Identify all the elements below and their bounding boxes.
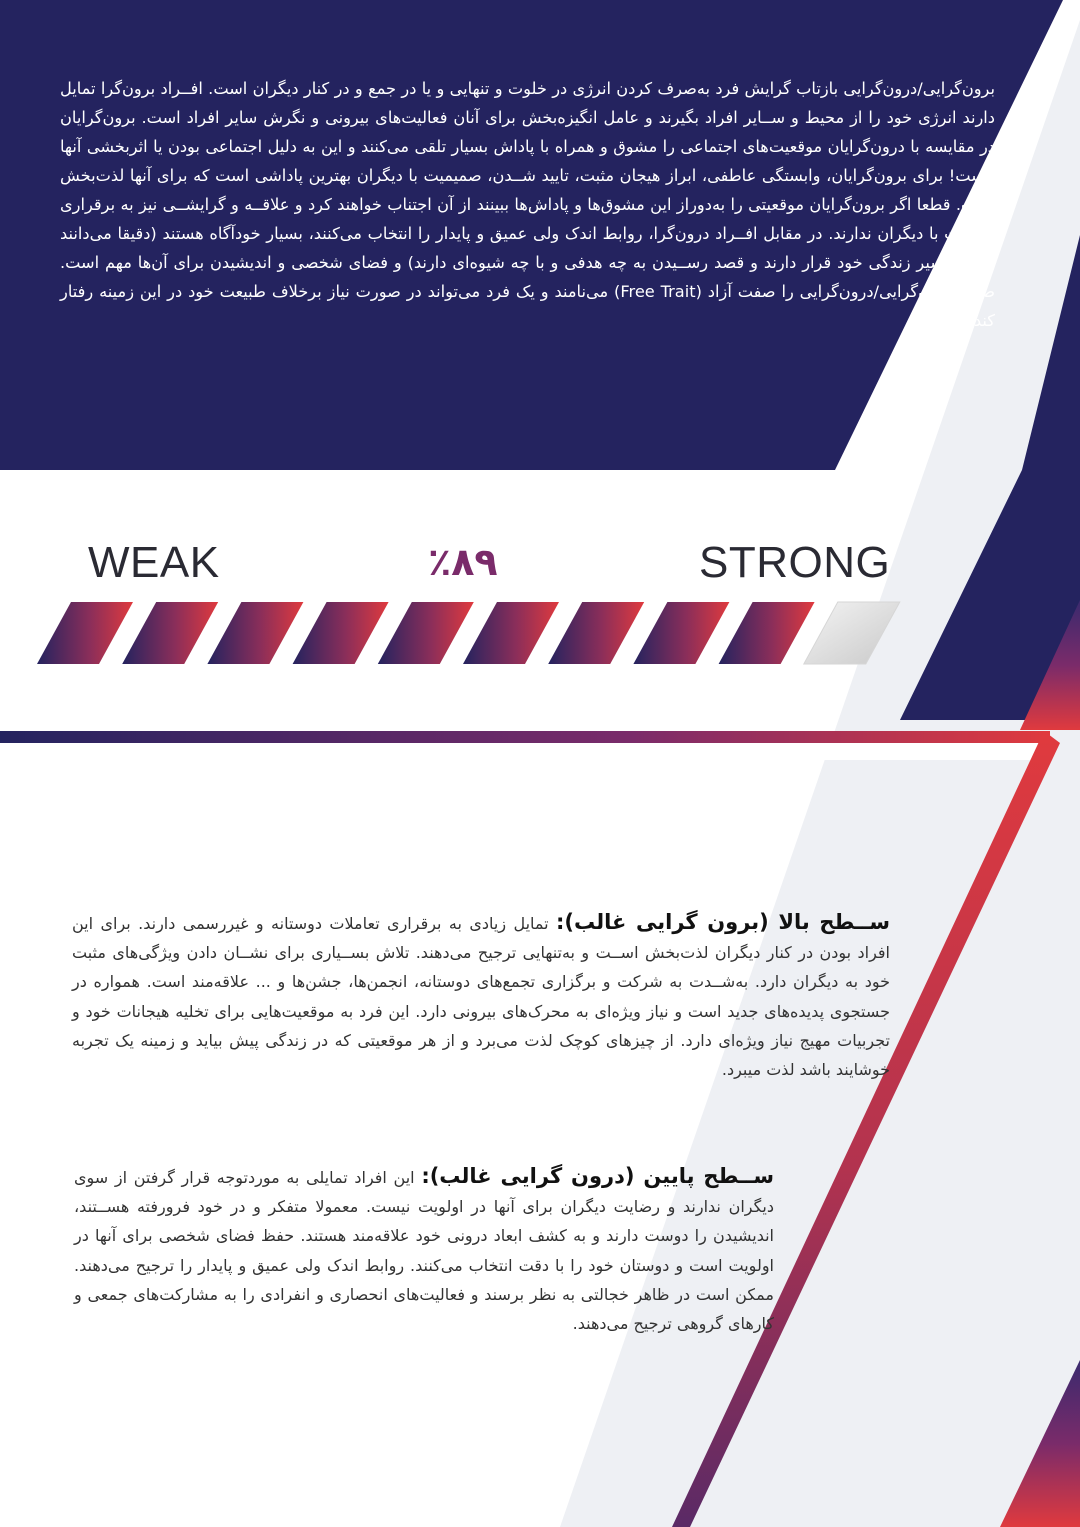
meter-segment-filled bbox=[548, 602, 644, 664]
low-level-section bbox=[74, 1162, 774, 1338]
low-level-text: این افراد تمایلی به موردتوجه قرار گرفتن از سوی دیگران ندارند و رضایت دیگران برای آنها در اولویت نیست. معمولا متفکر و در خود فرورفته هســتند، اندیشیدن را دوست دارند و به کشف ابعاد درونی خود علاقه‌مند هستند. حفظ فضای شخصی برای آنها در اولویت است و دوستان خود را با دقت انتخاب می‌کنند. روابط اندک ولی عمیق و پایدار را ترجیح می‌دهند. ممکن است در ظاهر خجالتی به نظر برسند و فعالیت‌های انحصاری و انفرادی را به مشارکت‌های جمعی و کارهای گروهی ترجیح می‌دهند. bbox=[74, 1168, 774, 1334]
white-panel bbox=[0, 743, 1038, 760]
low-level-title: ســطح پایین (درون گرایی غالب): bbox=[421, 1164, 775, 1188]
meter-segment-filled bbox=[719, 602, 815, 664]
high-level-text: تمایل زیادی به برقراری تعاملات دوستانه و غیررسمی دارند. برای این افراد بودن در کنار دیگران لذت‌بخش اســت و به‌تنهایی ترجیح می‌دهند. تلاش بســیاری برای نشــان دادن ویژگی‌های مثبت خود به دیگران دارد. به‌شــدت به شرکت و برگزاری تجمع‌های دوستانه، انجمن‌ها، جشن‌ها و ... علاقه‌مند است. همواره در جستجوی پدیده‌های جدید است و نیاز ویژه‌ای به محرک‌های بیرونی دارد. این فرد به موقعیت‌هایی برای تخلیه هیجانات خود و تجربیات مهیج نیاز ویژه‌ای دارد. از چیزهای کوچک لذت می‌برد و از هر موقعیتی که در زندگی پیش بیاید و زمینه یک تجربه خوشایند باشد لذت میبرد. bbox=[72, 914, 890, 1080]
meter-segment-filled bbox=[463, 602, 559, 664]
weak-label: WEAK bbox=[88, 538, 220, 587]
intro-text: برون‌گرایی/درون‌گرایی بازتاب گرایش فرد به‌صرف کردن انرژی در خلوت و تنهایی و یا در جمع و در کنار دیگران است. افــراد برون‌گرا تمایل دارند انرژی خود را از محیط و ســایر افراد بگیرند و عامل انگیزه‌بخش برای آنان فعالیت‌های بیرونی و نگرش سایر افراد است. برون‌گرایان در مقایسه با درون‌گرایان موقعیت‌های اجتماعی را مشوق و همراه با پاداش بسیار تلقی می‌کنند و این به دلیل اجتماعی بودن یا اثربخشی آنها نیست! برای برون‌گرایان، وابستگی عاطفی، ابراز هیجان مثبت، تایید شــدن، صمیمیت با دیگران بهترین پاداشی است که برای آنها لذت‌بخش است. قطعا اگر برون‌گرایان موقعیتی را به‌دوراز این مشوق‌ها و پاداش‌ها ببینند از آن اجتناب خواهند کرد و علاقــه و گرایشــی نیز به برقراری تعاملات با دیگران ندارند. در مقابل افــراد درون‌گرا، روابط اندک ولی عمیق و پایدار را انتخاب می‌کنند، بسیار خودآگاه هستند (دقیقا می‌دانند کجای مسیر زندگی خود قرار دارند و قصد رســیدن به چه هدفی و با چه شیوه‌ای دارند) و فضای شخصی و اندیشیدن برای آن‌ها مهم است. صفت برون‌گرایی/درون‌گرایی را صفت آزاد (Free Trait) می‌نامند و یک فرد می‌تواند در صورت نیاز برخلاف طبیعت خود در این زمینه رفتار کند. bbox=[60, 79, 996, 330]
meter-percentage: ٪۸۹ bbox=[428, 540, 498, 584]
meter-segment-filled bbox=[37, 602, 133, 664]
high-level-section bbox=[72, 908, 890, 1084]
meter-segment-filled bbox=[122, 602, 218, 664]
strength-meter bbox=[0, 600, 1080, 670]
meter-segment-filled bbox=[378, 602, 474, 664]
meter-segment-filled bbox=[293, 602, 389, 664]
meter-segment-filled bbox=[207, 602, 303, 664]
horizontal-band bbox=[0, 731, 1050, 743]
high-level-title: ســطح بالا (برون گرایی غالب): bbox=[556, 910, 890, 934]
strong-label: STRONG bbox=[699, 538, 891, 587]
meter-segment-empty bbox=[804, 602, 900, 664]
intro-paragraph bbox=[60, 74, 995, 335]
meter-segment-filled bbox=[633, 602, 729, 664]
